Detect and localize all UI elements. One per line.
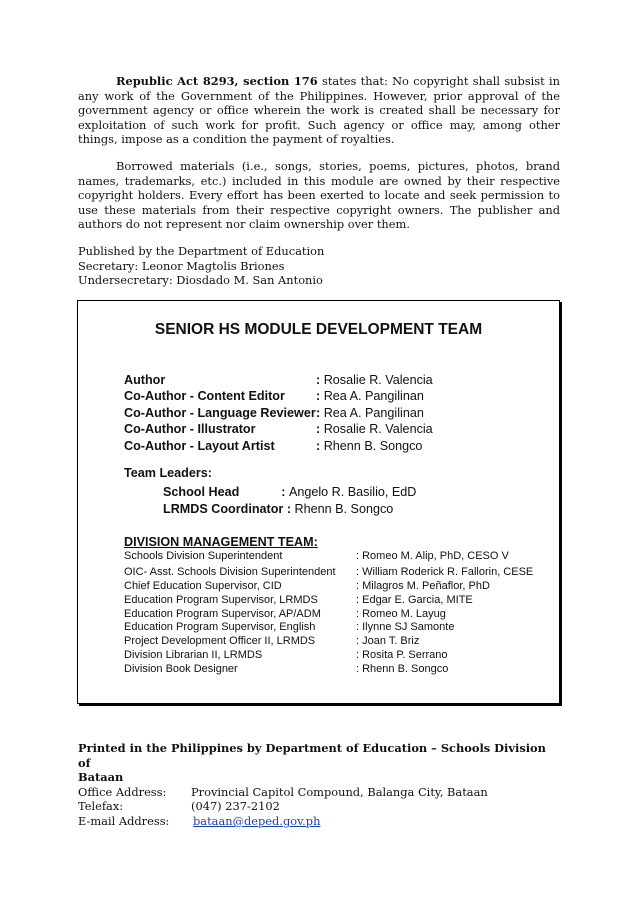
leader-row — [124, 481, 416, 501]
printed-in-line: Printed in the Philippines by Department of Education – Schools Division of — [78, 741, 546, 770]
division-name: : Rhenn B. Songco — [356, 663, 449, 676]
team-leaders-heading: Team Leaders: — [124, 466, 212, 480]
secretary: Secretary: Leonor Magtolis Briones — [78, 258, 285, 273]
leader-role: School Head — [163, 485, 240, 500]
division-name: : Joan T. Briz — [356, 635, 420, 648]
published-by: Published by the Department of Education — [78, 243, 325, 258]
division-role: Schools Division Superintendent — [124, 550, 283, 562]
copyright-paragraph — [78, 74, 560, 147]
office-address-row — [78, 785, 560, 800]
credit-name: Rhenn B. Songco — [323, 438, 423, 453]
credit-role: Co-Author - Layout Artist — [124, 438, 275, 453]
office-address-label: Office Address: — [78, 784, 167, 799]
copyright-text: states that: No copyright shall subsist in any work of the Government of the Philippines. However, prior approval of the government agency or office wherein the work is created shall be necessary for exploitation of such work for profit. Such agency or office may, among other things, impose as a condition the payment of royalties. — [78, 74, 561, 147]
division-role: OIC- Asst. Schools Division Superintendent — [124, 565, 336, 578]
division-row — [124, 566, 533, 580]
email-link[interactable]: bataan@deped.gov.ph — [193, 813, 321, 828]
leader-name: Rhenn B. Songco — [294, 502, 394, 517]
division-team-heading: DIVISION MANAGEMENT TEAM: — [124, 535, 318, 549]
division-row — [124, 580, 533, 594]
credit-value: : Rea A. Pangilinan — [316, 405, 424, 420]
division-row — [124, 550, 533, 564]
credit-value: : Rhenn B. Songco — [316, 438, 423, 453]
division-role: Education Program Supervisor, LRMDS — [124, 593, 318, 606]
telefax-value: (047) 237-2102 — [191, 799, 280, 814]
law-citation: Republic Act 8293, section 176 — [116, 74, 318, 88]
leader-role: LRMDS Coordinator — [163, 502, 284, 517]
division-role: Chief Education Supervisor, CID — [124, 579, 282, 592]
division-name: : Rosita P. Serrano — [356, 649, 448, 662]
credit-name: Rea A. Pangilinan — [323, 405, 424, 420]
leader-separator: : — [239, 485, 289, 500]
credit-value: : Rea A. Pangilinan — [316, 389, 424, 404]
credit-row — [124, 372, 433, 388]
division-name: : Romeo M. Alip, PhD, CESO V — [356, 550, 509, 562]
division-row — [124, 594, 533, 608]
leader-row — [124, 501, 416, 518]
division-row — [124, 608, 533, 622]
team-leaders — [124, 465, 416, 518]
division-team-list — [124, 550, 533, 677]
division-row — [124, 635, 533, 649]
credit-role: Author — [124, 373, 166, 387]
division-role: Education Program Supervisor, AP/ADM — [124, 607, 321, 620]
email-row — [78, 814, 560, 829]
division-row — [124, 621, 533, 635]
printed-in-line-2: Bataan — [78, 770, 124, 785]
division-row — [124, 649, 533, 663]
telefax-label: Telefax: — [78, 799, 124, 814]
credit-role: Co-Author - Illustrator — [124, 422, 256, 437]
division-name: : Ilynne SJ Samonte — [356, 621, 455, 634]
undersecretary: Undersecretary: Diosdado M. San Antonio — [78, 273, 323, 288]
credit-row — [124, 421, 433, 437]
leader-separator: : — [283, 502, 295, 517]
credit-value: : Rosalie R. Valencia — [316, 422, 433, 437]
credit-role: Co-Author - Language Reviewer — [124, 405, 316, 420]
team-title: SENIOR HS MODULE DEVELOPMENT TEAM — [154, 321, 483, 338]
division-role: Division Book Designer — [124, 663, 238, 676]
credit-name: Rosalie R. Valencia — [323, 373, 433, 387]
division-name: : Romeo M. Layug — [356, 607, 446, 620]
credit-row — [124, 388, 433, 404]
credit-row — [124, 405, 433, 421]
credit-value: : Rosalie R. Valencia — [316, 373, 433, 387]
leader-name: Angelo R. Basilio, EdD — [288, 485, 417, 500]
credit-role: Co-Author - Content Editor — [124, 389, 285, 404]
credit-name: Rosalie R. Valencia — [323, 422, 433, 437]
development-team-box — [77, 300, 560, 704]
printing-info — [78, 741, 560, 829]
division-role: Project Development Officer II, LRMDS — [124, 635, 316, 648]
division-name: : Edgar E. Garcia, MITE — [356, 593, 473, 606]
division-name: : William Roderick R. Fallorin, CESE — [356, 565, 534, 578]
credit-row — [124, 438, 433, 454]
telefax-row — [78, 799, 560, 814]
borrowed-materials-paragraph: Borrowed materials (i.e., songs, stories, poems, pictures, photos, brand names, trademarks, etc.) included in this module are owned by their respective copyright holders. Every effort has been exerted to locate and seek permission to use these materials from their respective copyright owners. The publisher and authors do not represent nor claim ownership over them. — [78, 158, 560, 232]
credit-name: Rea A. Pangilinan — [323, 389, 424, 404]
email-label: E-mail Address: — [78, 813, 170, 828]
copyright-notice — [78, 74, 560, 288]
division-role: Division Librarian II, LRMDS — [124, 649, 263, 662]
division-name: : Milagros M. Peñaflor, PhD — [356, 579, 490, 592]
credits-list — [124, 372, 433, 454]
office-address-value: Provincial Capitol Compound, Balanga City, Bataan — [191, 784, 488, 799]
division-role: Education Program Supervisor, English — [124, 621, 316, 634]
division-row — [124, 663, 533, 677]
